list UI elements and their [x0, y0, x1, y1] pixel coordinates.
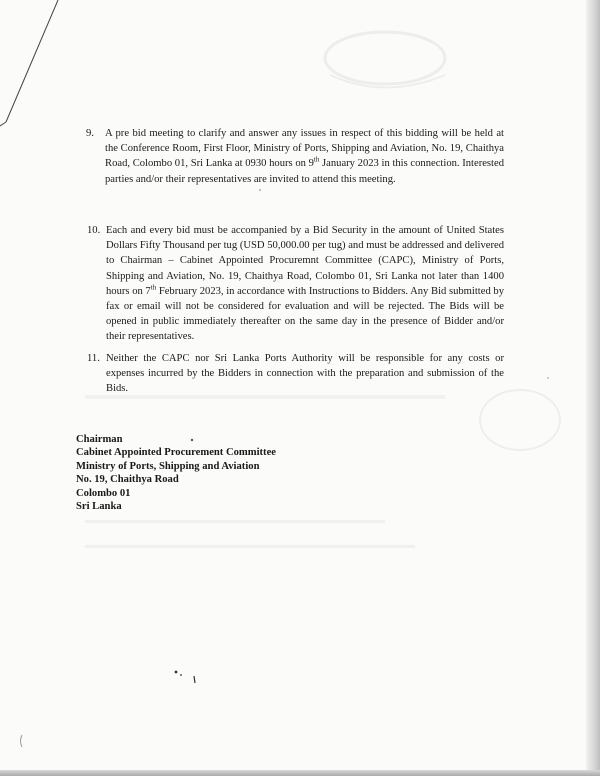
signature-line-street: No. 19, Chaithya Road	[76, 474, 179, 486]
signature-line-committee: Cabinet Appointed Procurement Committee	[76, 447, 276, 459]
signature-line-country: Sri Lanka	[76, 501, 122, 513]
signature-line-city: Colombo 01	[76, 487, 131, 499]
clause-number: 10.	[87, 225, 101, 236]
clause-number: 11.	[87, 353, 100, 364]
scan-edge-bottom	[0, 770, 600, 776]
clause-text: A pre bid meeting to clarify and answer any issues in respect of this bidding will be held at the Conference Room, First Floor, Ministry of Ports, Shipping and Aviation, No. 19, Chaithya Road, Colombo 01, Sri Lanka at 0930 hours on 9th January 2023 in this connection. Interested parties and/or their representatives are invited to attend this meeting.	[105, 128, 505, 185]
scan-edge-right	[586, 0, 600, 776]
ordinal-suffix: th	[150, 283, 157, 292]
clause-number: 9.	[86, 128, 94, 139]
signature-line-ministry: Ministry of Ports, Shipping and Aviation	[76, 460, 260, 472]
clause-text: Each and every bid must be accompanied by a Bid Security in the amount of United States Dollars Fifty Thousand per tug (USD 50,000.00 per tug) and must be addressed and delivered to Chairman – Cabinet Appointed Procuremnt Committee (CAPC), Ministry of Ports, Shipping and Aviation, No. 19, Chaithya Road, Colombo 01, Sri Lanka not later than 1400 hours on 7th February 2023, in accordance with Instructions to Bidders. Any Bid submitted by fax or email will not be considered for evaluation and will be rejected. The Bids will be opened in public immediately thereafter on the same day in the presence of Bidder and/or their representatives.	[106, 225, 504, 343]
ordinal-suffix: th	[313, 155, 320, 164]
signature-line-title: Chairman	[76, 434, 123, 445]
clause-text: Neither the CAPC nor Sri Lanka Ports Authority will be responsible for any costs or expenses incurred by the Bidders in connection with the preparation and submission of the Bids.	[106, 353, 504, 395]
